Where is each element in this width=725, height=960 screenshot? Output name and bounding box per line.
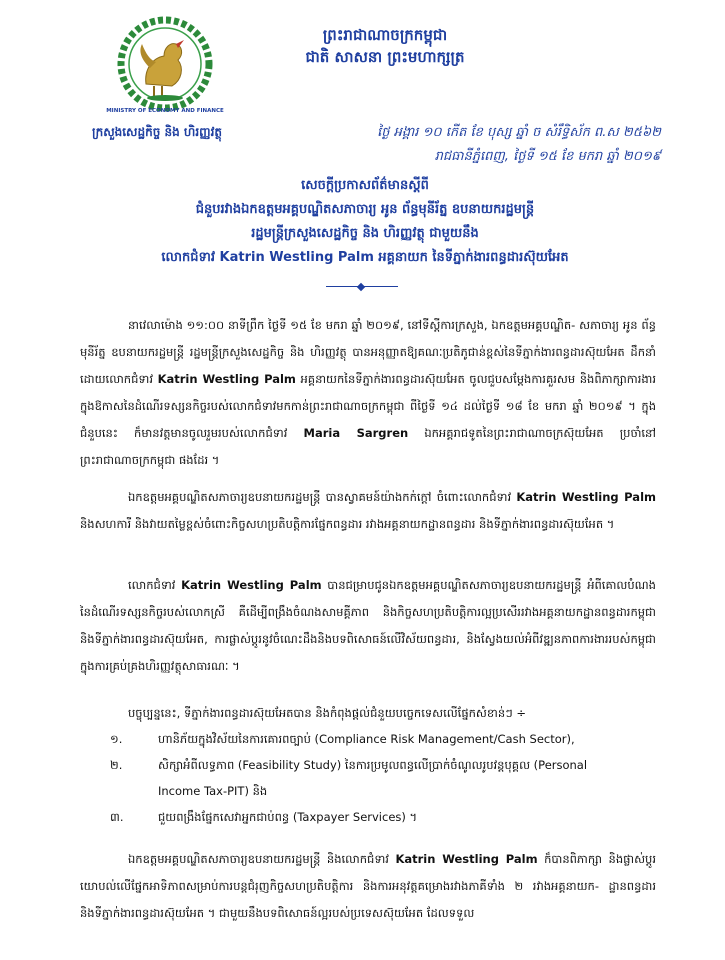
list-item: ២. សិក្សាអំពីលទ្ធភាព (Feasibility Study) នៃការប្រមូលពន្ធលើប្រាក់ចំណូលរូបវន្តបុគ្គល (Personal: [110, 758, 588, 772]
title-line-2: ជំនួបរវាងឯកឧត្តមអគ្គបណ្ឌិតសភាចារ្យ អូន ព័ន្ធមុនីរ័ត្ន ឧបនាយករដ្ឋមន្ត្រី: [195, 202, 535, 217]
name-highlight: Maria Sargren: [303, 426, 409, 440]
paragraph-4: បច្ចុប្បន្ននេះ, ទីភ្នាក់ងារពន្ធដារស៊ុយអែតបាន និងកំពុងផ្តល់ជំនួយបច្ចេកទេសលើផ្នែកសំខាន់ៗ ÷: [128, 706, 527, 720]
paragraph-5: ឯកឧត្តមអគ្គបណ្ឌិតសភាចារ្យឧបនាយករដ្ឋមន្ត្រី និងលោកជំទាវ Katrin Westling Palm ក៏បានពិភាក្សា និងផ្លាស់ប្តូរយោបល់លើផ្នែកអាទិភាពសម្រាប់ការបន្តជំរុញកិច្ចសហប្រតិបត្តិការ និងការអនុវត្តគម្រោងរវាងភាគីទាំង ២ រវាងអគ្គនាយក- ដ្ឋានពន្ធដារ និងទីភ្នាក់ងារពន្ធដារស៊ុយអែត ។ ជាមួយនឹងបទពិសោធន៍ល្អរបស់ប្រទេសស៊ុយអែត ដែលទទួល: [80, 852, 656, 920]
kingdom-line-2: ជាតិ សាសនា ព្រះមហាក្សត្រ: [305, 48, 465, 66]
title-divider: [326, 286, 398, 287]
svg-text:MINISTRY OF ECONOMY AND FINANC: MINISTRY OF ECONOMY AND FINANCE: [106, 108, 224, 114]
kingdom-heading: [285, 24, 485, 68]
list-item: ៣. ជួយពង្រឹងផ្នែកសេវាអ្នកជាប់ពន្ធ (Taxpayer Services) ។: [110, 810, 418, 824]
paragraph-1: នាវេលាម៉ោង ១១:០០ នាទីព្រឹក ថ្ងៃទី ១៥ ខែ មករា ឆ្នាំ ២០១៩, នៅទីស្តីការក្រសួង, ឯកឧត្តមអគ្គបណ្ឌិត- សភាចារ្យ អូន ព័ន្ធមុនីរ័ត្ន ឧបនាយករដ្ឋមន្ត្រី រដ្ឋមន្ត្រីក្រសួងសេដ្ឋកិច្ច និង ហិរញ្ញវត្ថុ បានអនុញ្ញាតឱ្យគណៈប្រតិភូជាន់ខ្ពស់នៃទីភ្នាក់ងារពន្ធដារស៊ុយអែត ដឹកនាំដោយលោកជំទាវ Katrin Westling Palm អគ្គនាយកនៃទីភ្នាក់ងារពន្ធដារស៊ុយអែត ចូលជួបសម្តែងការគួរសម និងពិភាក្សាការងារ ក្នុងឱកាសនៃដំណើរទស្សនកិច្ចរបស់លោកជំទាវមកកាន់ព្រះរាជាណាចក្រកម្ពុជា ពីថ្ងៃទី ១៤ ដល់ថ្ងៃទី ១៨ ខែ មករា ឆ្នាំ ២០១៩ ។ ក្នុងជំនួបនេះ ក៏មានវត្តមានចូលរួមរបស់លោកជំទាវ Maria Sargren ឯកអគ្គរាជទូតនៃព្រះរាជាណាចក្រស៊ុយអែត ប្រចាំនៅព្រះរាជាណាចក្រកម្ពុជា ផងដែរ ។: [80, 318, 656, 467]
paragraph-3: លោកជំទាវ Katrin Westling Palm បានជម្រាបជូនឯកឧត្តមអគ្គបណ្ឌិតសភាចារ្យឧបនាយករដ្ឋមន្ត្រី អំពីគោលបំណងនៃដំណើរទស្សនកិច្ចរបស់លោកស្រី គឺដើម្បីពង្រឹងចំណងសាមគ្គីភាព និងកិច្ចសហប្រតិបត្តិការល្អប្រសើររវាងអគ្គនាយកដ្ឋានពន្ធដារកម្ពុជា និងទីភ្នាក់ងារពន្ធដារស៊ុយអែត, ការផ្លាស់ប្តូរនូវចំណេះដឹងនិងបទពិសោធន៍លើវិស័យពន្ធដារ, និងស្វែងយល់អំពីវឌ្ឍនភាពការងាររបស់កម្ពុជាក្នុងការគ្រប់គ្រងហិរញ្ញវត្ថុសាធារណៈ ។: [80, 578, 656, 673]
date-solar: រាជធានីភ្នំពេញ, ថ្ងៃទី ១៥ ខែ មករា ឆ្នាំ ២០១៩: [434, 149, 661, 164]
list-item-continuation: Income Tax-PIT) និង: [158, 784, 268, 798]
title-line-3: រដ្ឋមន្ត្រីក្រសួងសេដ្ឋកិច្ច និង ហិរញ្ញវត្ថុ ជាមួយនឹង: [251, 226, 479, 241]
name-highlight: Katrin Westling Palm: [157, 372, 296, 386]
title-line-1: សេចក្តីប្រកាសព័ត៌មានស្តីពី: [301, 178, 429, 193]
kingdom-line-1: ព្រះរាជាណាចក្រកម្ពុជា: [322, 26, 448, 44]
list-item: ១. ហានិភ័យក្នុងវិស័យនៃការគោរពច្បាប់ (Compliance Risk Management/Cash Sector),: [110, 732, 575, 746]
paragraph-2: ឯកឧត្តមអគ្គបណ្ឌិតសភាចារ្យឧបនាយករដ្ឋមន្ត្រី បានស្វាគមន៍យ៉ាងកក់ក្តៅ ចំពោះលោកជំទាវ Katrin Westling Palm និងសហការី និងវាយតម្លៃខ្ពស់ចំពោះកិច្ចសហប្រតិបត្តិការផ្នែកពន្ធដារ រវាងអគ្គនាយកដ្ឋានពន្ធដារ និងទីភ្នាក់ងារពន្ធដារស៊ុយអែត ។: [80, 490, 656, 531]
title-line-4: លោកជំទាវ Katrin Westling Palm អគ្គនាយក នៃទីភ្នាក់ងារពន្ធដារស៊ុយអែត: [161, 250, 569, 265]
name-highlight: Katrin Westling Palm: [395, 852, 538, 866]
date-lunar: ថ្ងៃ អង្គារ ១០ កើត ខែ បុស្ស ឆ្នាំ ច សំរឹទ្ធិស័ក ព.ស ២៥៦២: [377, 125, 661, 140]
document-title: [100, 174, 630, 270]
name-highlight: Katrin Westling Palm: [516, 490, 656, 504]
ministry-name: ក្រសួងសេដ្ឋកិច្ច និង ហិរញ្ញវត្ថុ: [92, 125, 222, 139]
ministry-logo: [98, 8, 232, 120]
name-highlight: Katrin Westling Palm: [181, 578, 322, 592]
